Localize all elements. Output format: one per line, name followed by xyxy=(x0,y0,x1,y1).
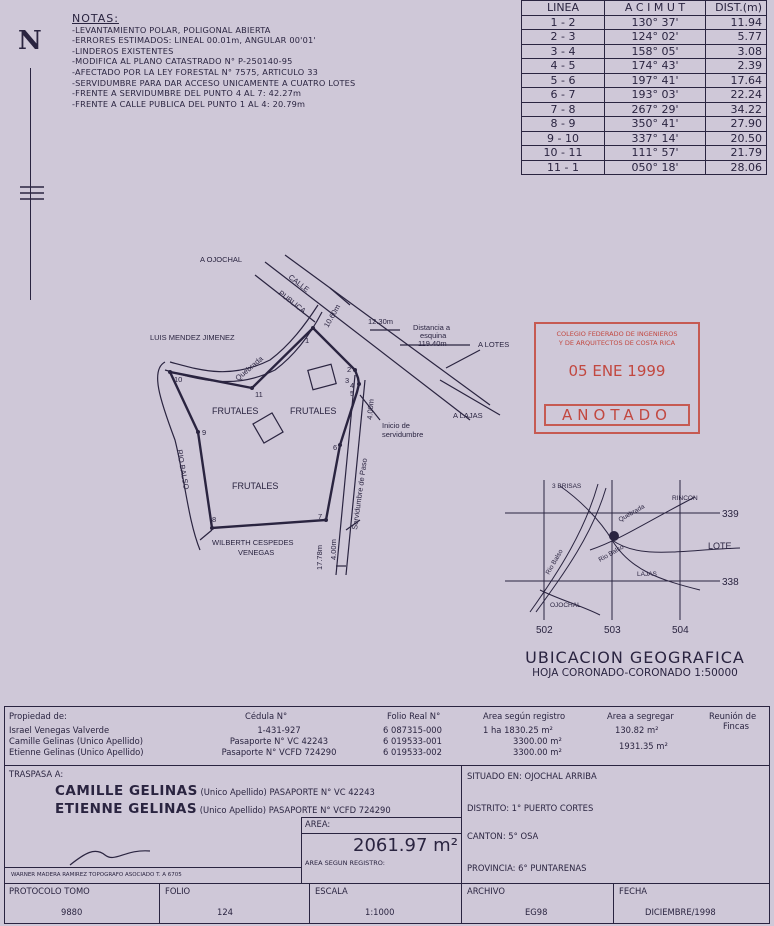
distance-cell: 11.94 xyxy=(706,15,767,30)
notes-title: NOTAS: xyxy=(72,12,119,25)
owner-name: Etienne Gelinas (Unico Apellido) xyxy=(9,747,144,757)
label-servidumbre-paso: Servidumbre de Paso xyxy=(350,457,370,531)
signature-icon xyxy=(65,843,155,871)
fecha-label: FECHA xyxy=(619,886,647,896)
area-value: 2061.97 m² xyxy=(353,835,458,856)
map-label: Quebrada xyxy=(617,503,647,524)
owner-folio: 6 019533-002 xyxy=(383,747,442,757)
azimuth-cell: 124° 02' xyxy=(605,30,706,45)
folio-real-label: Folio Real N° xyxy=(387,711,441,721)
grid-label: 504 xyxy=(672,625,689,636)
line-cell: 3 - 4 xyxy=(522,44,605,59)
point-marker xyxy=(311,326,315,330)
label-dim-400b: 4.00m xyxy=(329,539,338,560)
map-label: LOTE xyxy=(708,541,732,551)
grid-label: 338 xyxy=(722,577,739,588)
distance-cell: 28.06 xyxy=(706,160,767,175)
azimuth-cell: 350° 41' xyxy=(605,117,706,132)
label-esquina: esquina xyxy=(420,331,447,340)
label-dim-1194: 119.40m xyxy=(418,339,447,348)
location-subtitle: HOJA CORONADO-CORONADO 1:50000 xyxy=(532,667,738,679)
point-label: 11 xyxy=(255,390,263,399)
label-a-lotes: A LOTES xyxy=(478,340,510,349)
grid-label: 339 xyxy=(722,509,739,520)
distance-cell: 17.64 xyxy=(706,73,767,88)
header-acimut: A C I M U T xyxy=(605,1,706,16)
traspasa-doc: PASAPORTE N° VCFD 724290 xyxy=(268,805,391,815)
owner-ids xyxy=(209,725,349,758)
traspasa-note: (Unico Apellido) xyxy=(200,787,267,797)
stamp-line: COLEGIO FEDERADO DE INGENIEROS xyxy=(556,330,678,338)
line-cell: 10 - 11 xyxy=(522,146,605,161)
owner-area: 3300.00 m² xyxy=(513,736,562,746)
point-marker xyxy=(338,443,342,447)
azimuth-cell: 111° 57' xyxy=(605,146,706,161)
map-label: Rio Balso xyxy=(597,543,626,564)
point-label: 1 xyxy=(305,336,310,345)
distrito: DISTRITO: 1° PUERTO CORTES xyxy=(467,803,594,813)
folio-value: 124 xyxy=(217,907,233,917)
label-distancia: Distancia a xyxy=(413,323,451,332)
traspasa-name: CAMILLE GELINAS xyxy=(55,783,198,799)
point-marker xyxy=(168,370,172,374)
distance-cell: 5.77 xyxy=(706,30,767,45)
label-frutales: FRUTALES xyxy=(290,406,337,416)
distance-cell: 34.22 xyxy=(706,102,767,117)
point-marker xyxy=(196,430,200,434)
point-label: 4 xyxy=(350,381,355,390)
traspasa-note: (Unico Apellido) xyxy=(199,805,267,815)
location-caption xyxy=(505,648,765,679)
stamp-date: 05 ENE 1999 xyxy=(568,362,666,380)
protocolo-value: 9880 xyxy=(61,907,83,917)
point-label: 5 xyxy=(350,389,355,398)
label-dim-400a: 4.00m xyxy=(365,398,376,421)
distance-cell: 2.39 xyxy=(706,59,767,74)
owner-name: Israel Venegas Valverde xyxy=(9,725,110,735)
point-label: 9 xyxy=(202,428,207,437)
area-segregar-label: Area a segregar xyxy=(607,711,674,721)
label-owner-south-1: WILBERTH CESPEDES xyxy=(212,538,294,547)
distance-cell: 20.50 xyxy=(706,131,767,146)
point-label: 2 xyxy=(347,365,352,374)
label-frutales: FRUTALES xyxy=(232,481,279,491)
label-dim-1060: 10.60m xyxy=(321,302,343,329)
distance-cell: 22.24 xyxy=(706,88,767,103)
label-quebrada: Quebrada xyxy=(233,354,265,383)
label-dim-1230: 12.30m xyxy=(368,317,394,326)
note-line: -LINDEROS EXISTENTES xyxy=(72,45,174,56)
label-calle: CALLE xyxy=(286,272,312,295)
line-cell: 11 - 1 xyxy=(522,160,605,175)
label-a-ojochal: A OJOCHAL xyxy=(200,255,243,264)
distance-cell: 3.08 xyxy=(706,44,767,59)
line-cell: 7 - 8 xyxy=(522,102,605,117)
archivo-value: EG98 xyxy=(525,907,548,917)
header-linea: LINEA xyxy=(522,1,605,16)
label-a-lajas: A LAJAS xyxy=(453,411,483,420)
point-label: 6 xyxy=(333,443,338,452)
owner-id: Pasaporte N° VC 42243 xyxy=(229,736,329,746)
reunion-label: Reunión de xyxy=(709,711,757,721)
owner-area: 3300.00 m² xyxy=(513,747,562,757)
note-line: -AFECTADO POR LA LEY FORESTAL N° 7575, ARTICULO 33 xyxy=(72,66,319,77)
owner-id: Pasaporte N° VCFD 724290 xyxy=(221,747,337,757)
point-marker xyxy=(357,382,361,386)
azimuth-cell: 193° 03' xyxy=(605,88,706,103)
protocolo-label: PROTOCOLO TOMO xyxy=(9,886,90,896)
owner-names xyxy=(9,725,144,758)
note-line: -MODIFICA AL PLANO CATASTRADO N° P-250140-95 xyxy=(72,56,293,67)
line-cell: 8 - 9 xyxy=(522,117,605,132)
point-label: 10 xyxy=(174,375,183,384)
owner-folio: 6 019533-001 xyxy=(383,736,442,746)
label-frutales: FRUTALES xyxy=(212,406,259,416)
location-title: UBICACION GEOGRAFICA xyxy=(525,648,745,667)
provincia: PROVINCIA: 6° PUNTARENAS xyxy=(467,863,587,873)
azimuth-cell: 267° 29' xyxy=(605,102,706,117)
stamp-anotado: ANOTADO xyxy=(544,404,690,426)
traspasa-row-2 xyxy=(55,801,475,817)
traspasa-doc: PASAPORTE N° VC 42243 xyxy=(269,787,375,797)
fincas-label: Fincas xyxy=(723,721,749,731)
owner-folio: 6 087315-000 xyxy=(383,725,442,735)
azimuth-cell: 158° 05' xyxy=(605,44,706,59)
escala-value: 1:1000 xyxy=(365,907,395,917)
surveyor-line: WARNER MADERA RAMIREZ TOPOGRAFO ASOCIADO T. A 6705 xyxy=(11,872,182,878)
registration-stamp xyxy=(534,322,700,434)
point-label: 7 xyxy=(318,512,323,521)
canton: CANTON: 5° OSA xyxy=(467,831,539,841)
area-registro: AREA SEGUN REGISTRO: xyxy=(305,859,385,867)
propiedad-label: Propiedad de: xyxy=(9,711,67,721)
header-dist: DIST.(m) xyxy=(706,1,767,16)
label-rio-balso: RIO BALSO xyxy=(175,448,191,491)
label-owner-north: LUIS MENDEZ JIMENEZ xyxy=(150,333,235,342)
label-servidumbre-note: servidumbre xyxy=(382,430,424,439)
map-label: LAJAS xyxy=(637,571,657,578)
point-marker xyxy=(353,368,357,372)
line-cell: 1 - 2 xyxy=(522,15,605,30)
label-publica: PUBLICA xyxy=(276,288,308,316)
note-line: -ERRORES ESTIMADOS: LINEAL 00.01m, ANGULAR 00'01' xyxy=(72,35,316,46)
note-line: -LEVANTAMIENTO POLAR, POLIGONAL ABIERTA xyxy=(72,24,271,35)
azimuth-cell: 130° 37' xyxy=(605,15,706,30)
north-arrow-icon: N xyxy=(18,26,42,56)
note-line: -SERVIDUMBRE PARA DAR ACCESO UNICAMENTE A CUATRO LOTES xyxy=(72,77,356,88)
label-dim-1778: 17.78m xyxy=(315,544,324,570)
point-marker xyxy=(324,518,328,522)
point-label: 8 xyxy=(212,515,217,524)
azimuth-cell: 197° 41' xyxy=(605,73,706,88)
traspasa-row-1 xyxy=(55,783,475,799)
map-label: OJOCHAL xyxy=(550,602,581,609)
area-registro-label: Area según registro xyxy=(483,711,566,721)
point-marker xyxy=(210,526,214,530)
note-line: -FRENTE A CALLE PUBLICA DEL PUNTO 1 AL 4: 20.79m xyxy=(72,98,306,109)
point-marker xyxy=(250,386,254,390)
point-label: 3 xyxy=(345,376,350,385)
escala-label: ESCALA xyxy=(315,886,348,896)
owner-folios xyxy=(383,725,442,758)
label-owner-south-2: VENEGAS xyxy=(238,548,275,557)
line-cell: 6 - 7 xyxy=(522,88,605,103)
map-label: Rio Balso xyxy=(544,548,565,576)
line-cell: 9 - 10 xyxy=(522,131,605,146)
stamp-line: Y DE ARQUITECTOS DE COSTA RICA xyxy=(558,339,676,347)
segregar-1: 130.82 m² xyxy=(615,725,659,735)
owner-area: 1 ha 1830.25 m² xyxy=(483,725,553,735)
segregar-2: 1931.35 m² xyxy=(619,741,668,751)
traspasa-label: TRASPASA A: xyxy=(9,769,64,779)
situado: SITUADO EN: OJOCHAL ARRIBA xyxy=(467,771,597,781)
azimuth-cell: 337° 14' xyxy=(605,131,706,146)
note-line: -FRENTE A SERVIDUMBRE DEL PUNTO 4 AL 7: 42.27m xyxy=(72,88,302,99)
title-block xyxy=(4,706,770,924)
traspasa-name: ETIENNE GELINAS xyxy=(55,801,198,817)
folio-label: FOLIO xyxy=(165,886,191,896)
lote-marker-icon xyxy=(609,531,619,541)
owner-name: Camille Gelinas (Unico Apellido) xyxy=(9,736,144,746)
line-cell: 2 - 3 xyxy=(522,30,605,45)
area-label: AREA: xyxy=(305,819,331,829)
line-cell: 4 - 5 xyxy=(522,59,605,74)
distance-cell: 27.90 xyxy=(706,117,767,132)
distance-cell: 21.79 xyxy=(706,146,767,161)
map-label: RINCON xyxy=(672,495,698,502)
azimuth-cell: 174° 43' xyxy=(605,59,706,74)
map-label: 3 BRISAS xyxy=(552,483,582,490)
archivo-label: ARCHIVO xyxy=(467,886,505,896)
label-inicio: Inicio de xyxy=(382,421,410,430)
owner-areas xyxy=(483,725,562,758)
lot-boundary xyxy=(170,328,359,528)
cedula-label: Cédula N° xyxy=(245,711,288,721)
owner-id: 1-431-927 xyxy=(257,725,301,735)
line-cell: 5 - 6 xyxy=(522,73,605,88)
grid-label: 503 xyxy=(604,625,621,636)
fecha-value: DICIEMBRE/1998 xyxy=(645,907,716,917)
grid-label: 502 xyxy=(536,625,553,636)
azimuth-cell: 050° 18' xyxy=(605,160,706,175)
